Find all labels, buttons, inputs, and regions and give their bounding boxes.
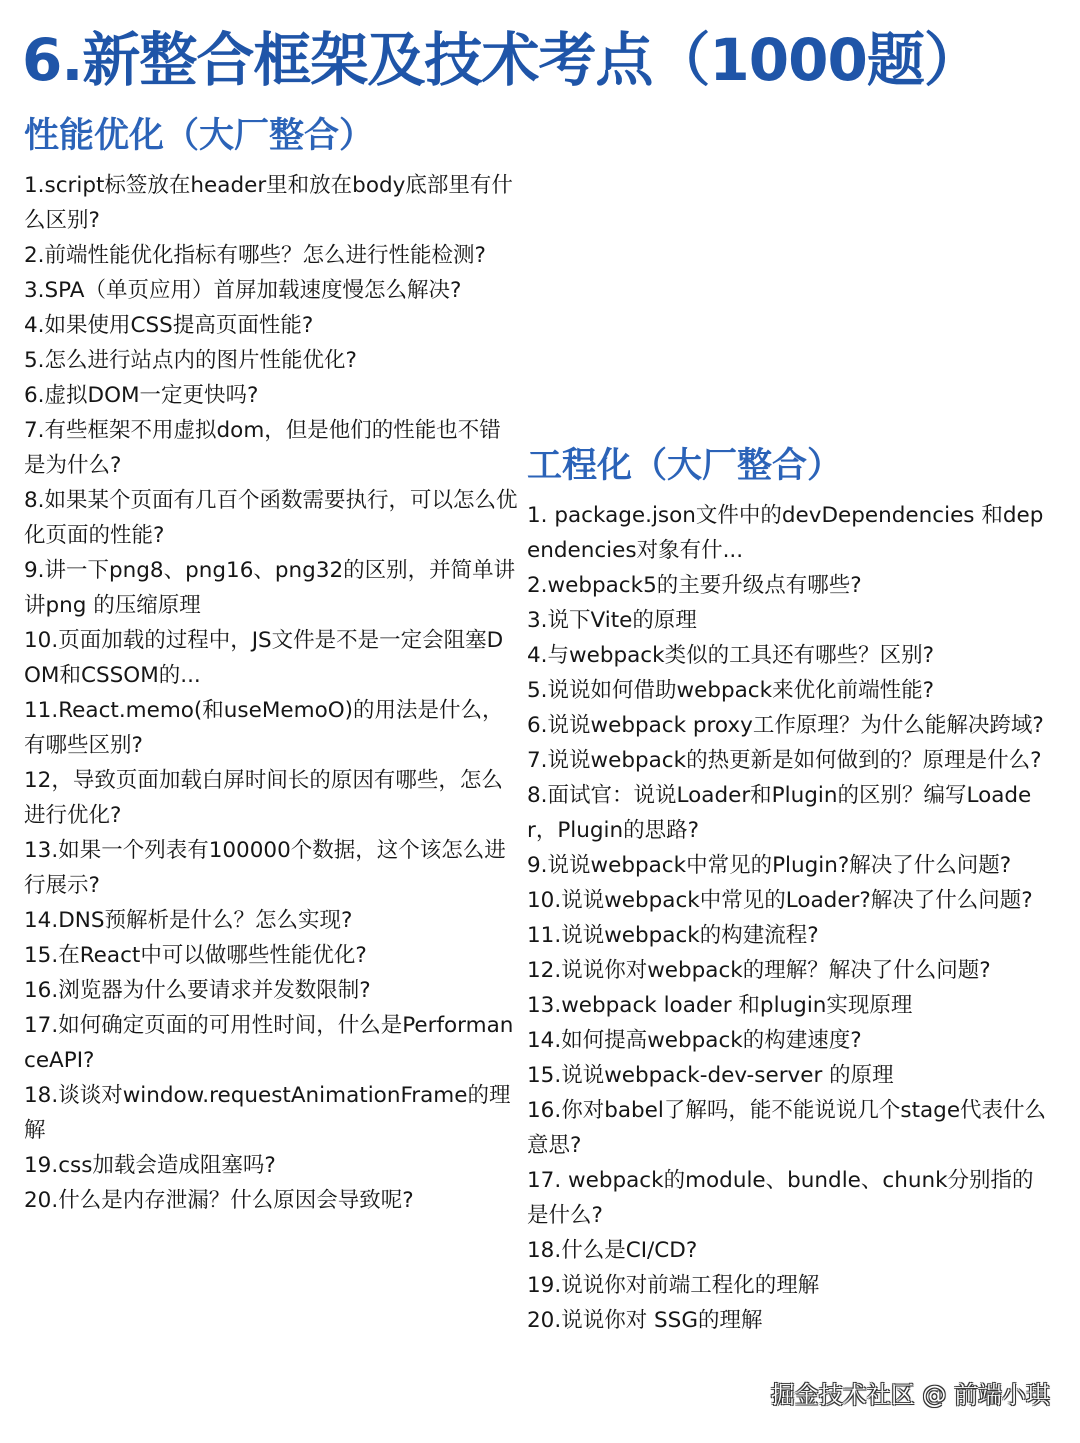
list-item: 17.如何确定页面的可用性时间，什么是PerformanceAPI? [24,1013,514,1073]
list-item: 9.说说webpack中常见的Plugin?解决了什么问题? [527,853,1012,878]
list-item: 13.webpack loader 和plugin实现原理 [527,993,913,1018]
list-item: 15.说说webpack-dev-server 的原理 [527,1063,894,1088]
list-item: 2.前端性能优化指标有哪些？怎么进行性能检测? [24,243,486,268]
list-item: 1.script标签放在header里和放在body底部里有什么区别? [24,173,513,233]
list-item: 11.React.memo(和useMemoO)的用法是什么，有哪些区别? [24,698,504,758]
list-item: 5.说说如何借助webpack来优化前端性能? [527,678,934,703]
list-item: 4.如果使用CSS提高页面性能? [24,313,314,338]
list-item: 14.DNS预解析是什么？怎么实现? [24,908,353,933]
engineering-section-heading: 工程化（大厂整合） [527,446,843,486]
page-title: 6.新整合框架及技术考点（1000题） [22,26,981,94]
list-item: 12.说说你对webpack的理解？解决了什么问题? [527,958,991,983]
list-item: 12，导致页面加载白屏时间长的原因有哪些，怎么进行优化? [24,768,503,828]
list-item: 3.说下Vite的原理 [527,608,697,633]
list-item: 10.说说webpack中常见的Loader?解决了什么问题? [527,888,1033,913]
list-item: 13.如果一个列表有100000个数据，这个该怎么进行展示? [24,838,506,898]
watermark: 掘金技术社区 @ 前端小琪 [770,1381,1050,1409]
list-item: 6.虚拟DOM一定更快吗? [24,383,259,408]
list-item: 19.css加载会造成阻塞吗? [24,1153,276,1178]
list-item: 3.SPA（单页应用）首屏加载速度慢怎么解决? [24,278,462,303]
list-item: 16.你对babel了解吗，能不能说说几个stage代表什么意思? [527,1098,1047,1158]
list-item: 19.说说你对前端工程化的理解 [527,1273,820,1298]
list-item: 7.有些框架不用虚拟dom，但是他们的性能也不错是为什么? [24,418,501,478]
list-item: 4.与webpack类似的工具还有哪些？区别? [527,643,934,668]
performance-question-list [24,168,519,1218]
list-item: 15.在React中可以做哪些性能优化? [24,943,367,968]
list-item: 18.谈谈对window.requestAnimationFrame的理解 [24,1083,511,1143]
list-item: 7.说说webpack的热更新是如何做到的？原理是什么? [527,748,1042,773]
list-item: 9.讲一下png8、png16、png32的区别，并简单讲讲png 的压缩原理 [24,558,516,618]
list-item: 6.说说webpack proxy工作原理？为什么能解决跨域? [527,713,1044,738]
engineering-question-list [527,498,1055,1338]
list-item: 8.面试官：说说Loader和Plugin的区别？编写Loader，Plugin的思路? [527,783,1032,843]
list-item: 8.如果某个页面有几百个函数需要执行，可以怎么优化页面的性能? [24,488,518,548]
list-item: 2.webpack5的主要升级点有哪些? [527,573,862,598]
list-item: 11.说说webpack的构建流程? [527,923,819,948]
performance-section-heading: 性能优化（大厂整合） [24,116,375,156]
list-item: 16.浏览器为什么要请求并发数限制? [24,978,371,1003]
list-item: 10.页面加载的过程中，JS文件是不是一定会阻塞DOM和CSSOM的... [24,628,504,688]
list-item: 20.说说你对 SSG的理解 [527,1308,763,1333]
list-item: 5.怎么进行站点内的图片性能优化? [24,348,357,373]
list-item: 20.什么是内存泄漏？什么原因会导致呢? [24,1188,414,1213]
list-item: 14.如何提高webpack的构建速度? [527,1028,862,1053]
list-item: 17. webpack的module、bundle、chunk分别指的是什么? [527,1168,1034,1228]
list-item: 1. package.json文件中的devDependencies 和dependencies对象有什... [527,503,1044,563]
list-item: 18.什么是CI/CD? [527,1238,698,1263]
